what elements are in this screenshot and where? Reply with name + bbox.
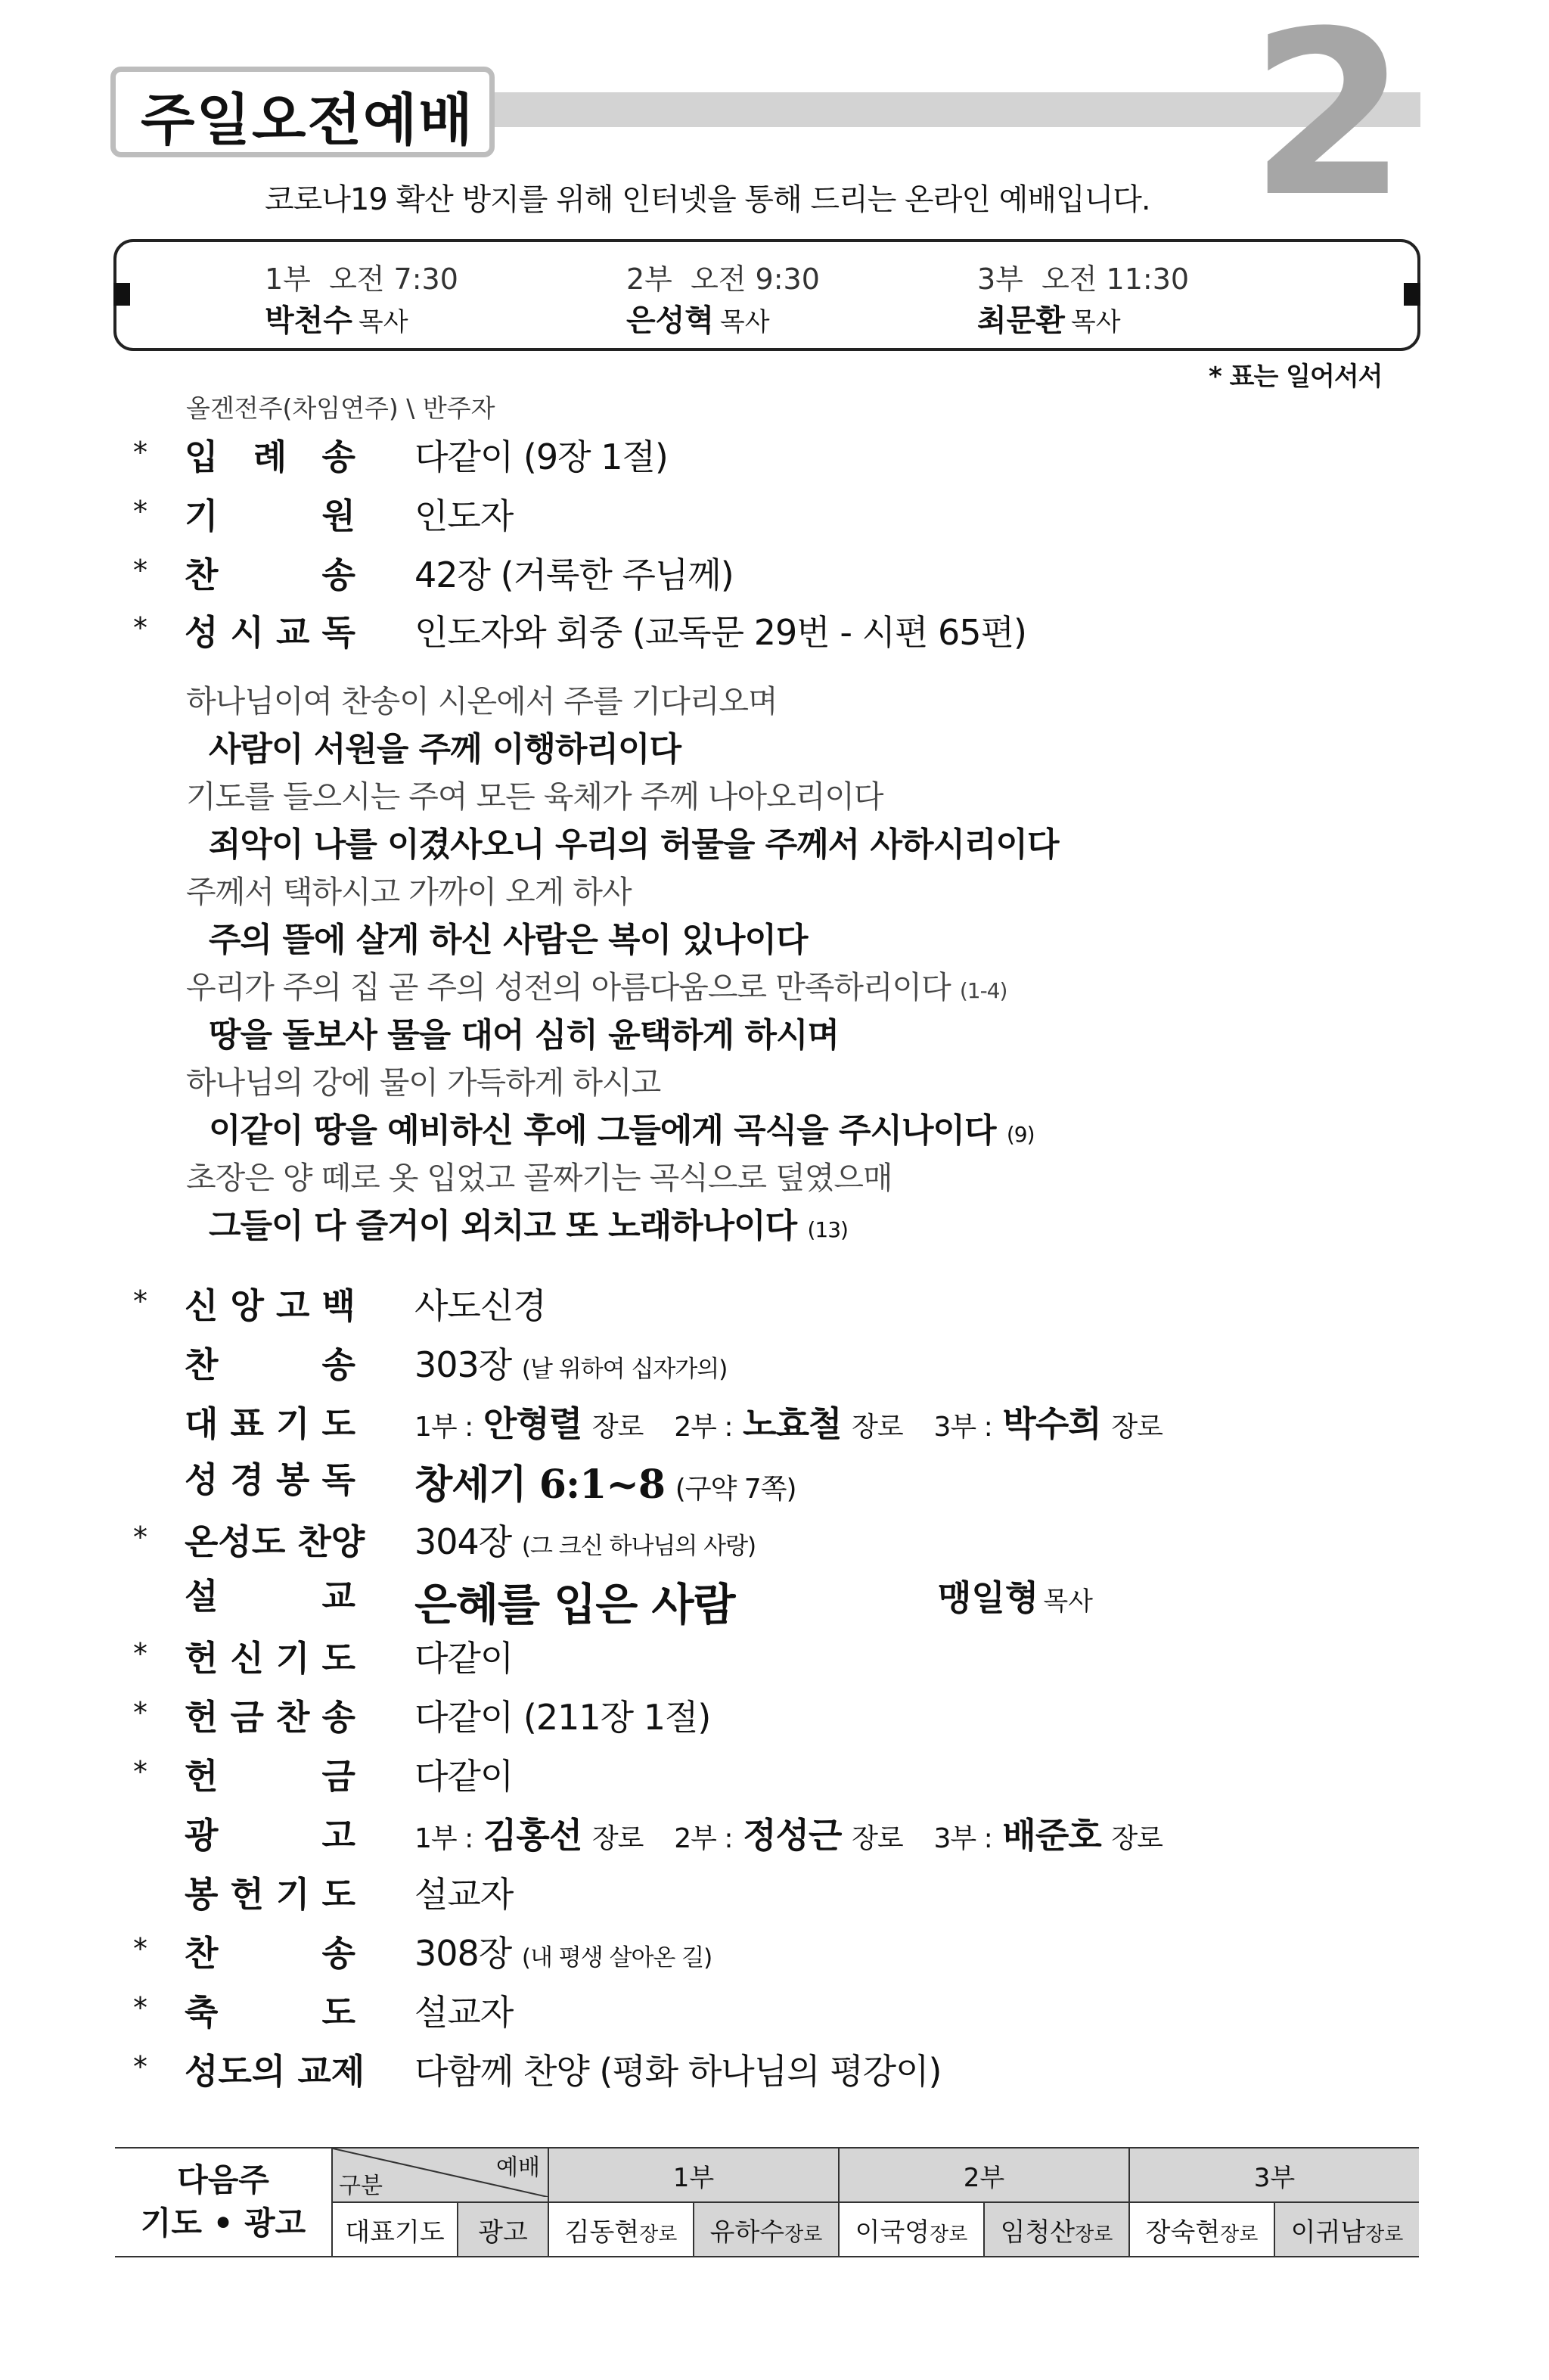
service-col-1: 1부 xyxy=(548,2148,839,2202)
order-row-entrance xyxy=(0,430,1549,483)
order-row-prayer xyxy=(0,1397,1549,1449)
order-row-invocation xyxy=(0,489,1549,542)
order-row-hymn-2 xyxy=(0,1338,1549,1390)
order-row-benediction xyxy=(0,1985,1549,2038)
service-1-time xyxy=(265,256,458,297)
order-item-content: 1부 : 김홍선 장로 2부 : 정성근 장로 3부 : 배준호 장로 xyxy=(414,1815,1163,1856)
psalm-line-people: 그들이 다 즐거이 외치고 또 노래하나이다 (13) xyxy=(209,1207,848,1245)
subtitle: 코로나19 확산 방지를 위해 인터넷을 통해 드리는 온라인 예배입니다. xyxy=(265,182,1150,217)
order-item-content: 303장 (날 위하여 십자가의) xyxy=(414,1344,728,1385)
sermon-title: 은혜를 입은 사람 xyxy=(414,1579,735,1630)
psalm-line-people: 죄악이 나를 이겼사오니 우리의 허물을 주께서 사하시리이다 xyxy=(209,825,1059,864)
order-item-name: 입 례 송 xyxy=(185,437,355,477)
order-item-content: 다같이 (211장 1절) xyxy=(414,1697,711,1738)
order-row-dedication-prayer xyxy=(0,1631,1549,1684)
person-cell: 이국영장로 xyxy=(839,2202,984,2257)
order-item-content: 42장 (거룩한 주님께) xyxy=(414,555,734,595)
stand-marker: * xyxy=(133,2050,147,2083)
order-item-content: 창세기 6:1~8 (구약 7쪽) xyxy=(414,1462,796,1508)
division-label: 구분 xyxy=(339,2173,383,2199)
service-col-2: 2부 xyxy=(839,2148,1129,2202)
stand-marker: * xyxy=(133,1285,147,1318)
order-item-content: 다같이 xyxy=(414,1638,514,1679)
psalm-line-leader: 우리가 주의 집 곧 주의 성전의 아름다움으로 만족하리이다 (1-4) xyxy=(186,969,1007,1005)
order-item-content: 다같이 xyxy=(414,1756,514,1797)
order-item-name: 찬 송 xyxy=(185,1344,355,1385)
pastor-name: 은성혁 xyxy=(626,303,714,338)
stand-marker: * xyxy=(133,1696,147,1729)
order-row-offering xyxy=(0,1749,1549,1802)
stand-marker: * xyxy=(133,436,147,469)
pastor-rank: 목사 xyxy=(719,307,770,337)
stand-marker: * xyxy=(133,611,147,645)
service-2-time xyxy=(626,256,820,297)
next-week-heading: 다음주 기도 • 광고 xyxy=(115,2148,332,2257)
stand-note: * 표는 일어서서 xyxy=(1209,362,1383,392)
order-item-name: 찬 송 xyxy=(185,555,355,595)
preacher: 맹일형 목사 xyxy=(938,1577,1094,1618)
order-item-content: 인도자와 회중 (교독문 29번 - 시편 65편) xyxy=(414,612,1026,653)
order-item-name: 온성도 찬양 xyxy=(185,1521,365,1562)
right-edge-mark xyxy=(1404,283,1420,306)
stand-marker: * xyxy=(133,495,147,528)
person-cell: 유하수장로 xyxy=(694,2202,839,2257)
person-cell: 임청산장로 xyxy=(984,2202,1129,2257)
service-time: 오전 11:30 xyxy=(1041,263,1190,296)
service-time: 오전 7:30 xyxy=(329,263,458,296)
order-item-name: 설 교 xyxy=(185,1576,355,1617)
order-item-name: 성도의 교제 xyxy=(185,2051,365,2092)
order-item-name: 헌 금 xyxy=(185,1756,355,1797)
order-item-content: 304장 (그 크신 하나님의 사랑) xyxy=(414,1521,756,1562)
stand-marker: * xyxy=(133,1932,147,1965)
psalm-verse-ref: (13) xyxy=(807,1217,848,1242)
row-label-prayer: 대표기도 xyxy=(332,2202,458,2257)
service-col-3: 3부 xyxy=(1129,2148,1419,2202)
order-item-name: 기 원 xyxy=(185,496,355,536)
order-row-hymn xyxy=(0,548,1549,601)
order-item-name: 신 앙 고 백 xyxy=(185,1285,355,1326)
order-row-sermon xyxy=(0,1569,1549,1630)
psalm-verse-ref: (9) xyxy=(1006,1122,1035,1147)
next-week-table xyxy=(115,2147,1419,2257)
order-row-offering-hymn xyxy=(0,1690,1549,1743)
order-row-fellowship xyxy=(0,2044,1549,2097)
order-item-name: 헌 금 찬 송 xyxy=(185,1697,355,1738)
page-title: 주일오전예배 xyxy=(141,88,474,153)
pastor-name: 박천수 xyxy=(265,303,352,338)
psalm-verse-ref: (1-4) xyxy=(959,978,1007,1003)
psalm-line-people: 주의 뜰에 살게 하신 사람은 복이 있나이다 xyxy=(209,921,808,959)
order-item-content: 인도자 xyxy=(414,496,514,536)
service-label: 2부 xyxy=(626,263,672,296)
psalm-line-leader: 초장은 양 떼로 옷 입었고 골짜기는 곡식으로 덮였으매 xyxy=(186,1160,892,1196)
psalm-line-people: 땅을 돌보사 물을 대어 심히 윤택하게 하시며 xyxy=(209,1016,839,1055)
order-item-content: 설교자 xyxy=(414,1992,514,2033)
service-3-pastor xyxy=(977,297,1121,340)
order-item-name: 봉 헌 기 도 xyxy=(185,1874,355,1915)
pastor-name: 최문환 xyxy=(977,303,1065,338)
psalm-line-leader: 하나님이여 찬송이 시온에서 주를 기다리오며 xyxy=(186,683,778,719)
order-row-creed xyxy=(0,1279,1549,1331)
service-3-time xyxy=(977,256,1189,297)
order-item-name: 대 표 기 도 xyxy=(185,1403,355,1444)
order-item-content: 308장 (내 평생 살아온 길) xyxy=(414,1933,712,1974)
order-row-announcements xyxy=(0,1808,1549,1861)
pastor-rank: 목사 xyxy=(1070,307,1121,337)
organist-note: 올겐전주(차임연주) \ 반주자 xyxy=(186,393,495,423)
psalm-line-leader: 기도를 들으시는 주여 모든 육체가 주께 나아오리이다 xyxy=(186,778,883,815)
stand-marker: * xyxy=(133,1521,147,1554)
service-label: 1부 xyxy=(265,263,311,296)
left-edge-mark xyxy=(113,283,130,306)
person-cell: 장숙현장로 xyxy=(1129,2202,1274,2257)
order-item-name: 축 도 xyxy=(185,1992,355,2033)
stand-marker: * xyxy=(133,1637,147,1670)
order-row-hymn-3 xyxy=(0,1926,1549,1979)
order-item-name: 광 고 xyxy=(185,1815,355,1856)
order-row-offertory-prayer xyxy=(0,1867,1549,1920)
order-item-name: 헌 신 기 도 xyxy=(185,1638,355,1679)
row-label-announce: 광고 xyxy=(458,2202,548,2257)
service-time: 오전 9:30 xyxy=(691,263,820,296)
service-label: 3부 xyxy=(977,263,1023,296)
stand-marker: * xyxy=(133,554,147,587)
psalm-line-leader: 주께서 택하시고 가까이 오게 하사 xyxy=(186,874,632,910)
psalm-line-leader: 하나님의 강에 물이 가득하게 하시고 xyxy=(186,1064,661,1101)
person-cell: 이귀남장로 xyxy=(1274,2202,1419,2257)
header-corner-cell xyxy=(332,2148,548,2202)
order-item-content: 설교자 xyxy=(414,1874,514,1915)
order-item-content: 사도신경 xyxy=(414,1285,546,1326)
order-item-name: 성 경 봉 독 xyxy=(185,1459,355,1500)
service-2-pastor xyxy=(626,297,770,340)
order-row-choir xyxy=(0,1515,1549,1568)
service-1-pastor xyxy=(265,297,408,340)
order-item-content: 1부 : 안형렬 장로 2부 : 노효철 장로 3부 : 박수희 장로 xyxy=(414,1403,1163,1444)
order-row-responsive-reading xyxy=(0,605,1549,658)
order-item-name: 찬 송 xyxy=(185,1933,355,1974)
order-row-scripture xyxy=(0,1453,1549,1508)
order-item-name: 성 시 교 독 xyxy=(185,612,355,653)
order-item-content: 다같이 (9장 1절) xyxy=(414,437,668,477)
page-number: 2 xyxy=(1249,0,1408,247)
psalm-line-people: 이같이 땅을 예비하신 후에 그들에게 곡식을 주시나이다 (9) xyxy=(209,1111,1035,1150)
pastor-rank: 목사 xyxy=(358,307,408,337)
worship-label: 예배 xyxy=(496,2155,540,2181)
stand-marker: * xyxy=(133,1991,147,2024)
stand-marker: * xyxy=(133,1755,147,1788)
order-item-content: 다함께 찬양 (평화 하나님의 평강이) xyxy=(414,2051,942,2092)
person-cell: 김동현장로 xyxy=(548,2202,694,2257)
psalm-line-people: 사람이 서원을 주께 이행하리이다 xyxy=(209,730,681,769)
